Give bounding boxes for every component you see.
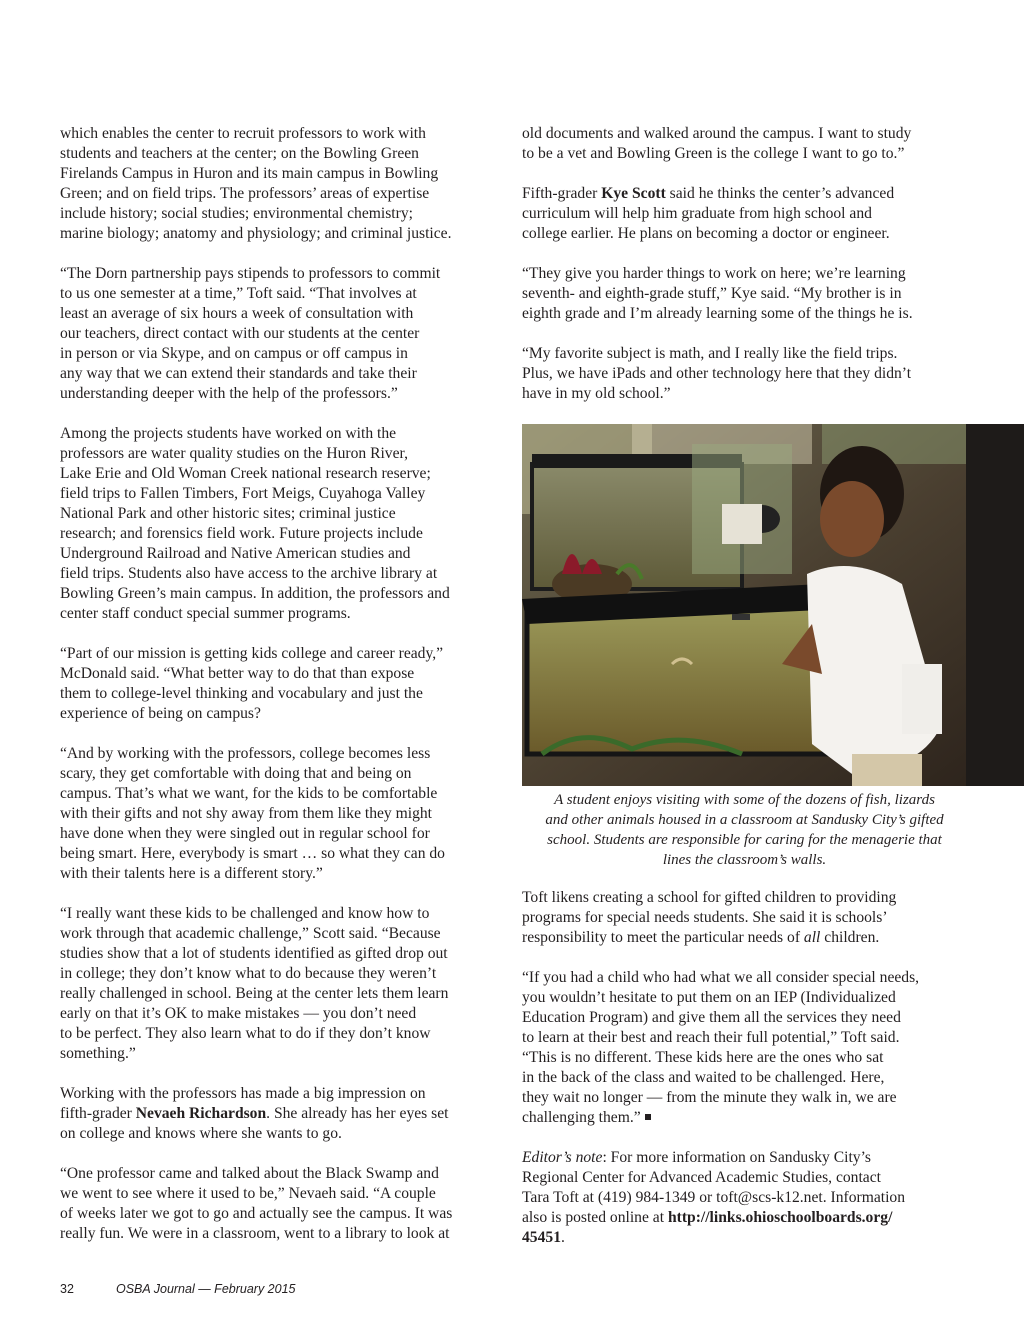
paragraph-text: : For more information on Sandusky City’s Regional Center for Advanced Academic Studies, contact Tara Toft at (419) 984-1349 or toft@scs-k12.net. Information also is posted online at <box>522 1149 906 1226</box>
editors-note-label: Editor’s note <box>522 1149 603 1166</box>
body-paragraph: “They give you harder things to work on here; we’re learning seventh- and eighth-grade stuff,” Kye said. “My brother is in eighth grade and I’m already learning some of the things he is. <box>522 265 913 322</box>
paragraph-text: Toft likens creating a school for gifted children to providing programs for special needs students. She said it is schools’ responsibility to meet the particular needs of <box>522 889 897 946</box>
body-paragraph: Among the projects students have worked on with the professors are water quality studies on the Huron River, Lake Erie and Old Woman Creek national research reserve; field trips to Fallen Timbers, Fort Meigs, Cuyahoga Valley National Park and other historic sites; criminal justice research; and forensics field work. Future projects include Underground Railroad and Native American studies and field trips. Students also have access to the archive library at Bowling Green’s main campus. In addition, the professors and center staff conduct special summer programs. <box>60 425 450 622</box>
student-aquarium-illustration <box>522 424 1024 786</box>
emphasis-text: all <box>803 929 821 946</box>
body-paragraph: old documents and walked around the campus. I want to study to be a vet and Bowling Green is the college I want to go to.” <box>522 125 912 162</box>
page-number: 32 <box>60 1282 74 1296</box>
paragraph-text: children. <box>820 929 880 946</box>
body-paragraph: “The Dorn partnership pays stipends to professors to commit to us one semester at a time,” Toft said. “That involves at least an average of six hours a week of consultation with our teachers, direct contact with our students at the center in person or via Skype, and on campus or off campus in any way that we can extend their standards and take their understanding deeper with the help of the professors.” <box>60 265 441 402</box>
body-paragraph: “I really want these kids to be challenged and know how to work through that academic challenge,” Scott said. “Because studies show that a lot of students identified as gifted drop out in college; they don’t know what to do because they weren’t really challenged in school. Being at the center lets them learn early on that it’s OK to make mistakes — you don’t need to be perfect. They also learn what to do if they don’t know something.” <box>60 905 449 1062</box>
student-name: Nevaeh Richardson <box>135 1105 267 1122</box>
publication-name: OSBA Journal — February 2015 <box>116 1282 296 1296</box>
body-paragraph: “And by working with the professors, college becomes less scary, they get comfortable with doing that and being on campus. That’s what we want, for the kids to be comfortable with their gifts and not shy away from them like they might have done when they were singled out in regular school for being smart. Here, everybody is smart … so what they can do with their talents here is a different story.” <box>60 745 445 882</box>
paragraph-text: “If you had a child who had what we all consider special needs, you wouldn’t hesitate to put them on an IEP (Individualized Education Program) and give them all the services they need to learn at their best and reach their full potential,” Toft said. “This is no different. These kids here are the ones who sat in the back of the class and waited to be challenged. Here, they wait no longer — from the minute they walk in, we are challenging them.” <box>522 969 920 1126</box>
body-paragraph: “My favorite subject is math, and I really like the field trips. Plus, we have iPads and other technology here that they didn’t have in my old school.” <box>522 345 912 402</box>
student-name: Kye Scott <box>601 185 666 202</box>
classroom-photo <box>522 424 1024 786</box>
paragraph-text: said he thinks the center’s advanced curriculum will help him graduate from high school and college earlier. He plans on becoming a doctor or engineer. <box>522 185 895 242</box>
right-column <box>522 124 967 1268</box>
editors-note <box>522 1148 967 1248</box>
body-paragraph <box>522 184 967 244</box>
paragraph-text: . She already has her eyes set on college and knows where she wants to go. <box>60 1105 449 1142</box>
body-paragraph <box>60 1084 504 1144</box>
info-link[interactable]: http://links.ohioschoolboards.org/ 45451 <box>522 1209 893 1246</box>
photo-block <box>522 424 967 870</box>
body-paragraph: “One professor came and talked about the Black Swamp and we went to see where it used to be,” Nevaeh said. “A couple of weeks later we got to go and actually see the campus. It was really fun. We were in a classroom, went to a library to look at <box>60 1165 453 1242</box>
paragraph-text: Fifth-grader <box>522 185 602 202</box>
body-paragraph <box>522 888 967 948</box>
page-footer <box>60 1282 296 1296</box>
left-column <box>60 124 504 1264</box>
body-paragraph <box>522 968 967 1128</box>
end-of-article-mark <box>645 1114 651 1120</box>
photo-caption: A student enjoys visiting with some of the dozens of fish, lizards and other animals housed in a classroom at Sandusky City’s gifted school. Students are responsible for caring for the menagerie that lines the classroom’s walls. <box>545 792 944 868</box>
body-paragraph: “Part of our mission is getting kids college and career ready,” McDonald said. “What better way to do that than expose them to college-level thinking and vocabulary and just the experience of being on campus? <box>60 645 444 722</box>
paragraph-text: Working with the professors has made a big impression on fifth-grader <box>60 1085 426 1122</box>
paragraph-text: . <box>560 1229 565 1246</box>
body-paragraph: which enables the center to recruit professors to work with students and teachers at the center; on the Bowling Green Firelands Campus in Huron and its main campus in Bowling Green; and on field trips. The professors’ areas of expertise include history; social studies; environmental chemistry; marine biology; anatomy and physiology; and criminal justice. <box>60 125 452 242</box>
